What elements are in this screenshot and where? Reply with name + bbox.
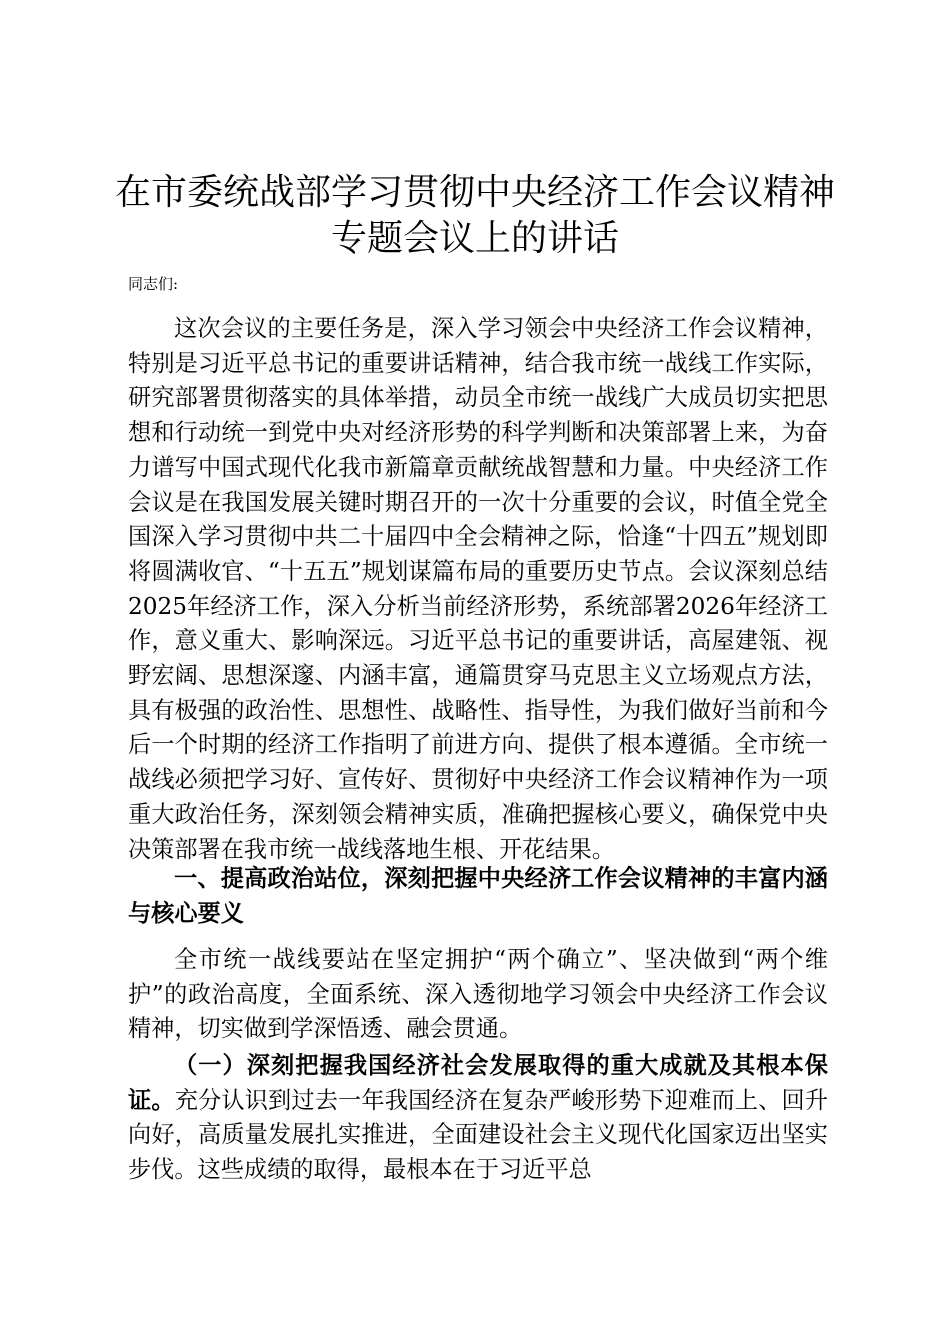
document-title-line-1: 在市委统战部学习贯彻中央经济工作会议精神: [114, 172, 835, 213]
document-title-line-2: 专题会议上的讲话: [330, 218, 619, 259]
section-heading-1: 一、提高政治站位，深刻把握中央经济工作会议精神的丰富内涵与核心要义: [128, 865, 828, 927]
paragraph-subsection-1: [128, 1049, 828, 1188]
paragraph-intro: 这次会议的主要任务是，深入学习领会中央经济工作会议精神，特别是习近平总书记的重要讲话精神，结合我市统一战线工作实际，研究部署贯彻落实的具体举措，动员全市统一战线广大成员切实把思想和行动统一到党中央对经济形势的科学判断和决策部署上来，为奋力谱写中国式现代化我市新篇章贡献统战智慧和力量。中央经济工作会议是在我国发展关键时期召开的一次十分重要的会议，时值全党全国深入学习贯彻中共二十届四中全会精神之际，恰逢“十四五”规划即将圆满收官、“十五五”规划谋篇布局的重要历史节点。会议深刻总结2025年经济工作，深入分析当前经济形势，系统部署2026年经济工作，意义重大、影响深远。习近平总书记的重要讲话，高屋建瓴、视野宏阔、思想深邃、内涵丰富，通篇贯穿马克思主义立场观点方法，具有极强的政治性、思想性、战略性、指导性，为我们做好当前和今后一个时期的经济工作指明了前进方向、提供了根本遵循。全市统一战线必须把学习好、宣传好、贯彻好中央经济工作会议精神作为一项重大政治任务，深刻领会精神实质，准确把握核心要义，确保党中央决策部署在我市统一战线落地生根、开花结果。: [128, 315, 828, 863]
salutation: 同志们:: [128, 275, 179, 293]
subsection-heading-1: （一）深刻把握我国经济社会发展取得的重大成就及其根本保证。: [128, 1052, 828, 1114]
paragraph-section-1: 全市统一战线要站在坚定拥护“两个确立”、坚决做到“两个维护”的政治高度，全面系统、深入透彻地学习领会中央经济工作会议精神，切实做到学深悟透、融会贯通。: [128, 946, 828, 1043]
subsection-body-1: 充分认识到过去一年我国经济在复杂严峻形势下迎难而上、回升向好，高质量发展扎实推进，全面建设社会主义现代化国家迈出坚实步伐。这些成绩的取得，最根本在于习近平总: [128, 1086, 829, 1184]
